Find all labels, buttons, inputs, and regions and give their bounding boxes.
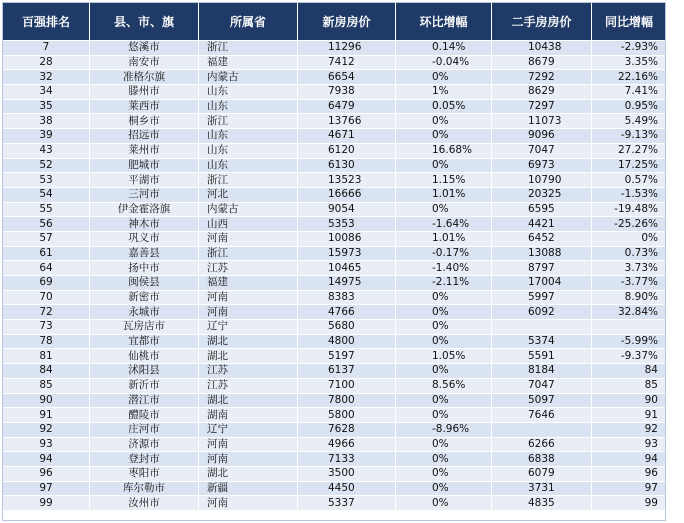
cell-mom-change: 0% bbox=[396, 158, 492, 173]
cell-new-price: 7133 bbox=[298, 452, 396, 467]
cell-rank: 54 bbox=[3, 187, 90, 202]
cell-city: 莱州市 bbox=[90, 143, 199, 158]
table-row bbox=[3, 290, 667, 305]
cell-new-price: 10465 bbox=[298, 261, 396, 276]
header-city: 县、市、旗 bbox=[90, 3, 199, 41]
cell-province: 浙江 bbox=[199, 246, 298, 261]
cell-province: 辽宁 bbox=[199, 320, 298, 335]
cell-mom-change: 0% bbox=[396, 305, 492, 320]
cell-province: 湖北 bbox=[199, 393, 298, 408]
cell-used-price: 8679 bbox=[492, 55, 592, 70]
cell-province: 福建 bbox=[199, 55, 298, 70]
cell-rank: 32 bbox=[3, 70, 90, 85]
cell-city: 新沂市 bbox=[90, 378, 199, 393]
cell-rank: 72 bbox=[3, 305, 90, 320]
cell-new-price: 4966 bbox=[298, 437, 396, 452]
cell-used-price bbox=[492, 320, 592, 335]
cell-new-price: 16666 bbox=[298, 187, 396, 202]
cell-province: 河南 bbox=[199, 452, 298, 467]
cell-rank: 55 bbox=[3, 202, 90, 217]
header-row bbox=[3, 3, 667, 41]
cell-rank: 28 bbox=[3, 55, 90, 70]
cell-city: 库尔勒市 bbox=[90, 481, 199, 496]
cell-yoy-change: 0% bbox=[592, 231, 667, 246]
cell-province: 浙江 bbox=[199, 173, 298, 188]
table-row bbox=[3, 305, 667, 320]
cell-city: 悠溪市 bbox=[90, 41, 199, 56]
cell-city: 汝州市 bbox=[90, 496, 199, 511]
cell-city: 枣阳市 bbox=[90, 466, 199, 481]
cell-rank: 93 bbox=[3, 437, 90, 452]
cell-yoy-change: -9.37% bbox=[592, 349, 667, 364]
cell-rank: 53 bbox=[3, 173, 90, 188]
cell-mom-change: 0% bbox=[396, 481, 492, 496]
cell-new-price: 9054 bbox=[298, 202, 396, 217]
cell-city: 扬中市 bbox=[90, 261, 199, 276]
cell-rank: 35 bbox=[3, 99, 90, 114]
cell-used-price: 6079 bbox=[492, 466, 592, 481]
cell-province: 内蒙古 bbox=[199, 202, 298, 217]
cell-yoy-change: 0.95% bbox=[592, 99, 667, 114]
table-row bbox=[3, 452, 667, 467]
cell-mom-change: -1.40% bbox=[396, 261, 492, 276]
cell-city: 桐乡市 bbox=[90, 114, 199, 129]
cell-mom-change: 1% bbox=[396, 85, 492, 100]
cell-new-price: 7412 bbox=[298, 55, 396, 70]
cell-rank: 91 bbox=[3, 408, 90, 423]
cell-province: 湖北 bbox=[199, 466, 298, 481]
table-body bbox=[3, 41, 667, 511]
cell-province: 山东 bbox=[199, 158, 298, 173]
cell-yoy-change: -2.93% bbox=[592, 41, 667, 56]
cell-used-price: 6266 bbox=[492, 437, 592, 452]
cell-new-price: 6130 bbox=[298, 158, 396, 173]
cell-used-price: 11073 bbox=[492, 114, 592, 129]
cell-yoy-change: -3.77% bbox=[592, 276, 667, 291]
cell-yoy-change: 0.73% bbox=[592, 246, 667, 261]
cell-rank: 97 bbox=[3, 481, 90, 496]
table-row bbox=[3, 261, 667, 276]
cell-new-price: 4800 bbox=[298, 334, 396, 349]
cell-new-price: 6479 bbox=[298, 99, 396, 114]
table-row bbox=[3, 320, 667, 335]
cell-mom-change: -0.04% bbox=[396, 55, 492, 70]
table-row bbox=[3, 173, 667, 188]
cell-used-price: 8184 bbox=[492, 364, 592, 379]
cell-mom-change: 0% bbox=[396, 437, 492, 452]
cell-city: 南安市 bbox=[90, 55, 199, 70]
cell-province: 江苏 bbox=[199, 261, 298, 276]
cell-mom-change: 8.56% bbox=[396, 378, 492, 393]
cell-yoy-change: 94 bbox=[592, 452, 667, 467]
cell-yoy-change: -19.48% bbox=[592, 202, 667, 217]
cell-yoy-change: 92 bbox=[592, 422, 667, 437]
cell-rank: 85 bbox=[3, 378, 90, 393]
table-header bbox=[3, 3, 667, 41]
cell-city: 宜都市 bbox=[90, 334, 199, 349]
cell-mom-change: 0.14% bbox=[396, 41, 492, 56]
cell-province: 湖北 bbox=[199, 349, 298, 364]
cell-yoy-change bbox=[592, 320, 667, 335]
cell-mom-change: 0% bbox=[396, 408, 492, 423]
cell-used-price: 4421 bbox=[492, 217, 592, 232]
cell-used-price: 3731 bbox=[492, 481, 592, 496]
cell-yoy-change: 8.90% bbox=[592, 290, 667, 305]
cell-mom-change: 0% bbox=[396, 114, 492, 129]
cell-province: 江苏 bbox=[199, 378, 298, 393]
cell-city: 神木市 bbox=[90, 217, 199, 232]
cell-new-price: 3500 bbox=[298, 466, 396, 481]
cell-new-price: 7938 bbox=[298, 85, 396, 100]
table-row bbox=[3, 99, 667, 114]
cell-new-price: 6137 bbox=[298, 364, 396, 379]
cell-city: 三河市 bbox=[90, 187, 199, 202]
cell-rank: 90 bbox=[3, 393, 90, 408]
table-row bbox=[3, 70, 667, 85]
cell-used-price: 7297 bbox=[492, 99, 592, 114]
cell-used-price: 7047 bbox=[492, 143, 592, 158]
housing-price-table bbox=[2, 2, 667, 511]
cell-used-price: 6595 bbox=[492, 202, 592, 217]
cell-province: 山东 bbox=[199, 99, 298, 114]
cell-new-price: 11296 bbox=[298, 41, 396, 56]
cell-province: 湖北 bbox=[199, 334, 298, 349]
cell-mom-change: 0% bbox=[396, 496, 492, 511]
cell-used-price: 7292 bbox=[492, 70, 592, 85]
cell-rank: 69 bbox=[3, 276, 90, 291]
cell-province: 山东 bbox=[199, 85, 298, 100]
cell-rank: 94 bbox=[3, 452, 90, 467]
cell-yoy-change: 17.25% bbox=[592, 158, 667, 173]
cell-city: 新密市 bbox=[90, 290, 199, 305]
cell-mom-change: 0% bbox=[396, 364, 492, 379]
cell-rank: 70 bbox=[3, 290, 90, 305]
cell-rank: 34 bbox=[3, 85, 90, 100]
cell-mom-change: 0% bbox=[396, 290, 492, 305]
cell-rank: 64 bbox=[3, 261, 90, 276]
cell-yoy-change: 3.73% bbox=[592, 261, 667, 276]
cell-province: 新疆 bbox=[199, 481, 298, 496]
cell-rank: 73 bbox=[3, 320, 90, 335]
cell-city: 济源市 bbox=[90, 437, 199, 452]
cell-mom-change: 1.15% bbox=[396, 173, 492, 188]
cell-rank: 39 bbox=[3, 129, 90, 144]
cell-province: 辽宁 bbox=[199, 422, 298, 437]
cell-used-price: 5097 bbox=[492, 393, 592, 408]
header-yoy-change: 同比增幅 bbox=[592, 3, 667, 41]
cell-new-price: 5353 bbox=[298, 217, 396, 232]
cell-mom-change: 0% bbox=[396, 334, 492, 349]
cell-yoy-change: -9.13% bbox=[592, 129, 667, 144]
cell-city: 嘉善县 bbox=[90, 246, 199, 261]
cell-new-price: 4450 bbox=[298, 481, 396, 496]
cell-rank: 96 bbox=[3, 466, 90, 481]
table-row bbox=[3, 481, 667, 496]
cell-mom-change: 1.01% bbox=[396, 231, 492, 246]
table-row bbox=[3, 378, 667, 393]
cell-mom-change: -2.11% bbox=[396, 276, 492, 291]
header-rank: 百强排名 bbox=[3, 3, 90, 41]
cell-mom-change: 1.01% bbox=[396, 187, 492, 202]
table-row bbox=[3, 246, 667, 261]
cell-used-price: 8629 bbox=[492, 85, 592, 100]
cell-rank: 38 bbox=[3, 114, 90, 129]
cell-used-price: 7047 bbox=[492, 378, 592, 393]
cell-province: 河南 bbox=[199, 305, 298, 320]
table-row bbox=[3, 466, 667, 481]
cell-province: 江苏 bbox=[199, 364, 298, 379]
cell-yoy-change: 84 bbox=[592, 364, 667, 379]
cell-province: 河南 bbox=[199, 496, 298, 511]
cell-yoy-change: 99 bbox=[592, 496, 667, 511]
cell-new-price: 5197 bbox=[298, 349, 396, 364]
table-row bbox=[3, 114, 667, 129]
cell-city: 准格尔旗 bbox=[90, 70, 199, 85]
table-row bbox=[3, 85, 667, 100]
cell-province: 福建 bbox=[199, 276, 298, 291]
cell-used-price: 20325 bbox=[492, 187, 592, 202]
cell-new-price: 4766 bbox=[298, 305, 396, 320]
cell-province: 山东 bbox=[199, 129, 298, 144]
cell-yoy-change: -25.26% bbox=[592, 217, 667, 232]
cell-city: 滕州市 bbox=[90, 85, 199, 100]
cell-new-price: 7100 bbox=[298, 378, 396, 393]
cell-yoy-change: 90 bbox=[592, 393, 667, 408]
cell-mom-change: 0% bbox=[396, 393, 492, 408]
table-row bbox=[3, 158, 667, 173]
cell-used-price: 7646 bbox=[492, 408, 592, 423]
cell-yoy-change: 97 bbox=[592, 481, 667, 496]
cell-yoy-change: 7.41% bbox=[592, 85, 667, 100]
cell-used-price: 17004 bbox=[492, 276, 592, 291]
cell-yoy-change: 5.49% bbox=[592, 114, 667, 129]
cell-city: 庄河市 bbox=[90, 422, 199, 437]
cell-new-price: 7800 bbox=[298, 393, 396, 408]
header-mom-change: 环比增幅 bbox=[396, 3, 492, 41]
cell-new-price: 4671 bbox=[298, 129, 396, 144]
cell-city: 瓦房店市 bbox=[90, 320, 199, 335]
table-row bbox=[3, 437, 667, 452]
cell-mom-change: 0% bbox=[396, 466, 492, 481]
cell-new-price: 6654 bbox=[298, 70, 396, 85]
cell-new-price: 6120 bbox=[298, 143, 396, 158]
cell-mom-change: -1.64% bbox=[396, 217, 492, 232]
cell-yoy-change: 85 bbox=[592, 378, 667, 393]
cell-city: 肥城市 bbox=[90, 158, 199, 173]
cell-city: 潜江市 bbox=[90, 393, 199, 408]
cell-mom-change: 1.05% bbox=[396, 349, 492, 364]
cell-city: 招远市 bbox=[90, 129, 199, 144]
cell-used-price: 6838 bbox=[492, 452, 592, 467]
cell-city: 伊金霍洛旗 bbox=[90, 202, 199, 217]
cell-city: 登封市 bbox=[90, 452, 199, 467]
cell-used-price: 6973 bbox=[492, 158, 592, 173]
table-row bbox=[3, 276, 667, 291]
cell-new-price: 15973 bbox=[298, 246, 396, 261]
table-row bbox=[3, 496, 667, 511]
cell-yoy-change: -5.99% bbox=[592, 334, 667, 349]
cell-province: 山西 bbox=[199, 217, 298, 232]
table-row bbox=[3, 143, 667, 158]
cell-province: 内蒙古 bbox=[199, 70, 298, 85]
table-row bbox=[3, 408, 667, 423]
cell-new-price: 13523 bbox=[298, 173, 396, 188]
cell-city: 仙桃市 bbox=[90, 349, 199, 364]
header-province: 所属省 bbox=[199, 3, 298, 41]
table-row bbox=[3, 231, 667, 246]
cell-new-price: 8383 bbox=[298, 290, 396, 305]
cell-used-price: 6452 bbox=[492, 231, 592, 246]
cell-city: 巩义市 bbox=[90, 231, 199, 246]
cell-new-price: 5337 bbox=[298, 496, 396, 511]
header-used-price: 二手房房价 bbox=[492, 3, 592, 41]
table-row bbox=[3, 349, 667, 364]
cell-rank: 78 bbox=[3, 334, 90, 349]
cell-province: 浙江 bbox=[199, 41, 298, 56]
cell-yoy-change: 0.57% bbox=[592, 173, 667, 188]
table-row bbox=[3, 187, 667, 202]
cell-used-price: 5591 bbox=[492, 349, 592, 364]
cell-mom-change: -0.17% bbox=[396, 246, 492, 261]
cell-rank: 99 bbox=[3, 496, 90, 511]
cell-new-price: 14975 bbox=[298, 276, 396, 291]
cell-city: 醴陵市 bbox=[90, 408, 199, 423]
cell-city: 闽侯县 bbox=[90, 276, 199, 291]
cell-yoy-change: 3.35% bbox=[592, 55, 667, 70]
cell-yoy-change: -1.53% bbox=[592, 187, 667, 202]
table-row bbox=[3, 41, 667, 56]
cell-rank: 43 bbox=[3, 143, 90, 158]
table-row bbox=[3, 217, 667, 232]
cell-rank: 52 bbox=[3, 158, 90, 173]
cell-province: 山东 bbox=[199, 143, 298, 158]
cell-rank: 81 bbox=[3, 349, 90, 364]
table-row bbox=[3, 202, 667, 217]
cell-new-price: 5680 bbox=[298, 320, 396, 335]
cell-rank: 56 bbox=[3, 217, 90, 232]
table-row bbox=[3, 364, 667, 379]
cell-yoy-change: 91 bbox=[592, 408, 667, 423]
cell-mom-change: 0.05% bbox=[396, 99, 492, 114]
cell-mom-change: 0% bbox=[396, 202, 492, 217]
cell-province: 河南 bbox=[199, 231, 298, 246]
cell-used-price bbox=[492, 422, 592, 437]
cell-mom-change: 0% bbox=[396, 129, 492, 144]
cell-used-price: 13088 bbox=[492, 246, 592, 261]
cell-used-price: 5997 bbox=[492, 290, 592, 305]
cell-mom-change: 0% bbox=[396, 70, 492, 85]
cell-yoy-change: 93 bbox=[592, 437, 667, 452]
cell-rank: 61 bbox=[3, 246, 90, 261]
cell-yoy-change: 27.27% bbox=[592, 143, 667, 158]
cell-rank: 57 bbox=[3, 231, 90, 246]
cell-used-price: 5374 bbox=[492, 334, 592, 349]
cell-mom-change: -8.96% bbox=[396, 422, 492, 437]
cell-used-price: 10790 bbox=[492, 173, 592, 188]
cell-mom-change: 16.68% bbox=[396, 143, 492, 158]
table-row bbox=[3, 422, 667, 437]
cell-rank: 92 bbox=[3, 422, 90, 437]
cell-mom-change: 0% bbox=[396, 320, 492, 335]
cell-city: 莱西市 bbox=[90, 99, 199, 114]
cell-rank: 84 bbox=[3, 364, 90, 379]
cell-used-price: 4835 bbox=[492, 496, 592, 511]
cell-new-price: 7628 bbox=[298, 422, 396, 437]
cell-city: 沭阳县 bbox=[90, 364, 199, 379]
cell-new-price: 10086 bbox=[298, 231, 396, 246]
table-row bbox=[3, 334, 667, 349]
cell-province: 湖南 bbox=[199, 408, 298, 423]
cell-province: 浙江 bbox=[199, 114, 298, 129]
cell-new-price: 13766 bbox=[298, 114, 396, 129]
table-row bbox=[3, 55, 667, 70]
cell-province: 河南 bbox=[199, 437, 298, 452]
cell-city: 永城市 bbox=[90, 305, 199, 320]
header-new-price: 新房房价 bbox=[298, 3, 396, 41]
cell-used-price: 8797 bbox=[492, 261, 592, 276]
table-row bbox=[3, 129, 667, 144]
cell-city: 平湖市 bbox=[90, 173, 199, 188]
cell-used-price: 6092 bbox=[492, 305, 592, 320]
cell-new-price: 5800 bbox=[298, 408, 396, 423]
cell-used-price: 10438 bbox=[492, 41, 592, 56]
cell-yoy-change: 32.84% bbox=[592, 305, 667, 320]
cell-rank: 7 bbox=[3, 41, 90, 56]
table-row bbox=[3, 393, 667, 408]
cell-province: 河南 bbox=[199, 290, 298, 305]
cell-used-price: 9096 bbox=[492, 129, 592, 144]
cell-mom-change: 0% bbox=[396, 452, 492, 467]
cell-yoy-change: 96 bbox=[592, 466, 667, 481]
cell-province: 河北 bbox=[199, 187, 298, 202]
cell-yoy-change: 22.16% bbox=[592, 70, 667, 85]
